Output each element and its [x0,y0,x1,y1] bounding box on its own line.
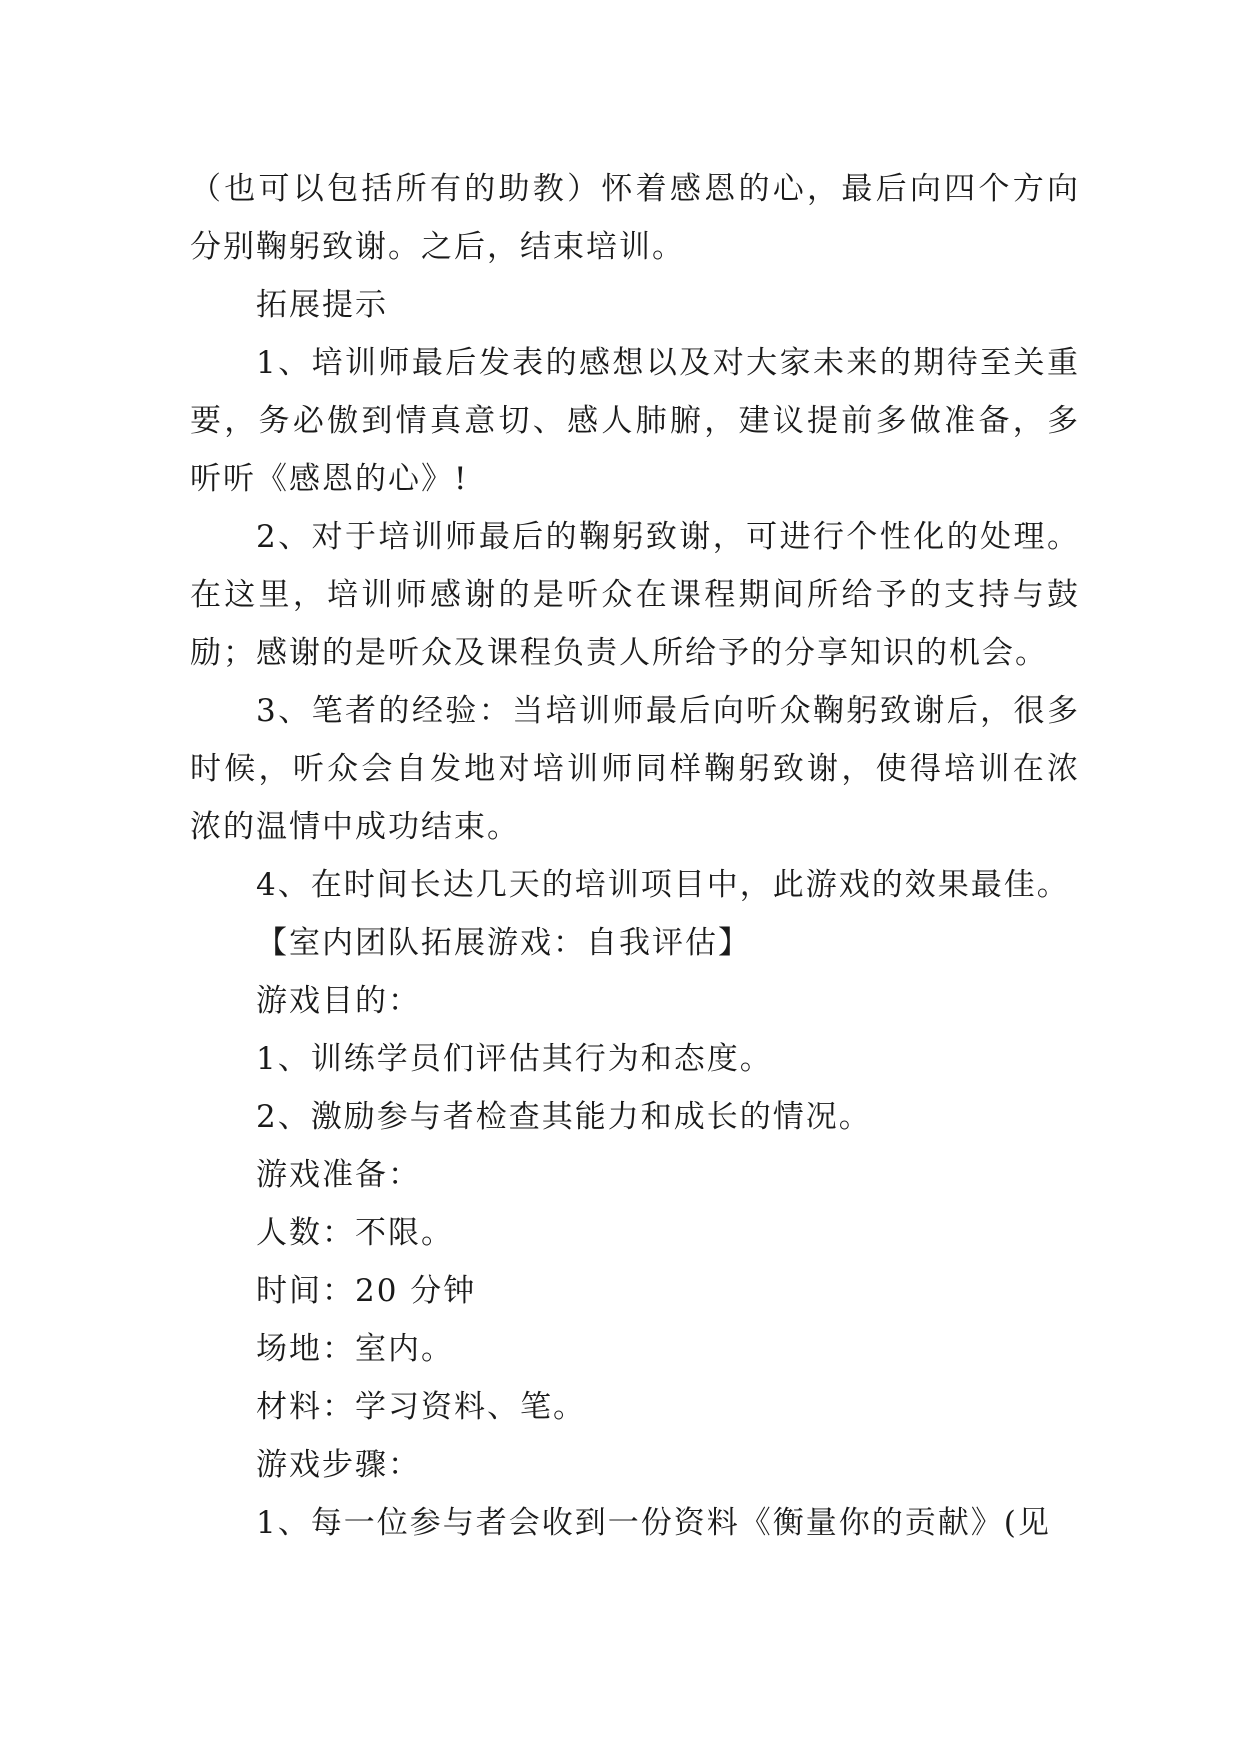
paragraph: 3、笔者的经验：当培训师最后向听众鞠躬致谢后，很多时候，听众会自发地对培训师同样鞠躬致谢，使得培训在浓浓的温情中成功结束。 [190,693,1080,845]
paragraph: 1、培训师最后发表的感想以及对大家未来的期待至关重要，务必傲到情真意切、感人肺腑，建议提前多做准备，多听听《感恩的心》! [190,345,1080,497]
list-item: 1、每一位参与者会收到一份资料《衡量你的贡献》(见 [256,1505,1051,1541]
section-heading: 游戏步骤： [256,1447,421,1483]
section-heading: 游戏目的： [256,983,421,1019]
paragraph: 2、对于培训师最后的鞠躬致谢，可进行个性化的处理。在这里，培训师感谢的是听众在课程期间所给予的支持与鼓励；感谢的是听众及课程负责人所给予的分享知识的机会。 [190,519,1080,671]
paragraph: （也可以包括所有的助教）怀着感恩的心，最后向四个方向分别鞠躬致谢。之后，结束培训。 [190,171,1080,265]
paragraph: 4、在时间长达几天的培训项目中，此游戏的效果最佳。 [256,867,1070,903]
document-body [190,160,1080,1552]
list-item: 2、激励参与者检查其能力和成长的情况。 [256,1099,872,1135]
section-heading: 拓展提示 [256,287,388,323]
list-item: 材料：学习资料、笔。 [256,1389,586,1425]
list-item: 时间：20 分钟 [256,1273,477,1309]
section-heading: 游戏准备： [256,1157,421,1193]
list-item: 人数：不限。 [256,1215,454,1251]
list-item: 1、训练学员们评估其行为和态度。 [256,1041,773,1077]
list-item: 场地：室内。 [256,1331,454,1367]
section-title: 【室内团队拓展游戏：自我评估】 [256,925,751,961]
